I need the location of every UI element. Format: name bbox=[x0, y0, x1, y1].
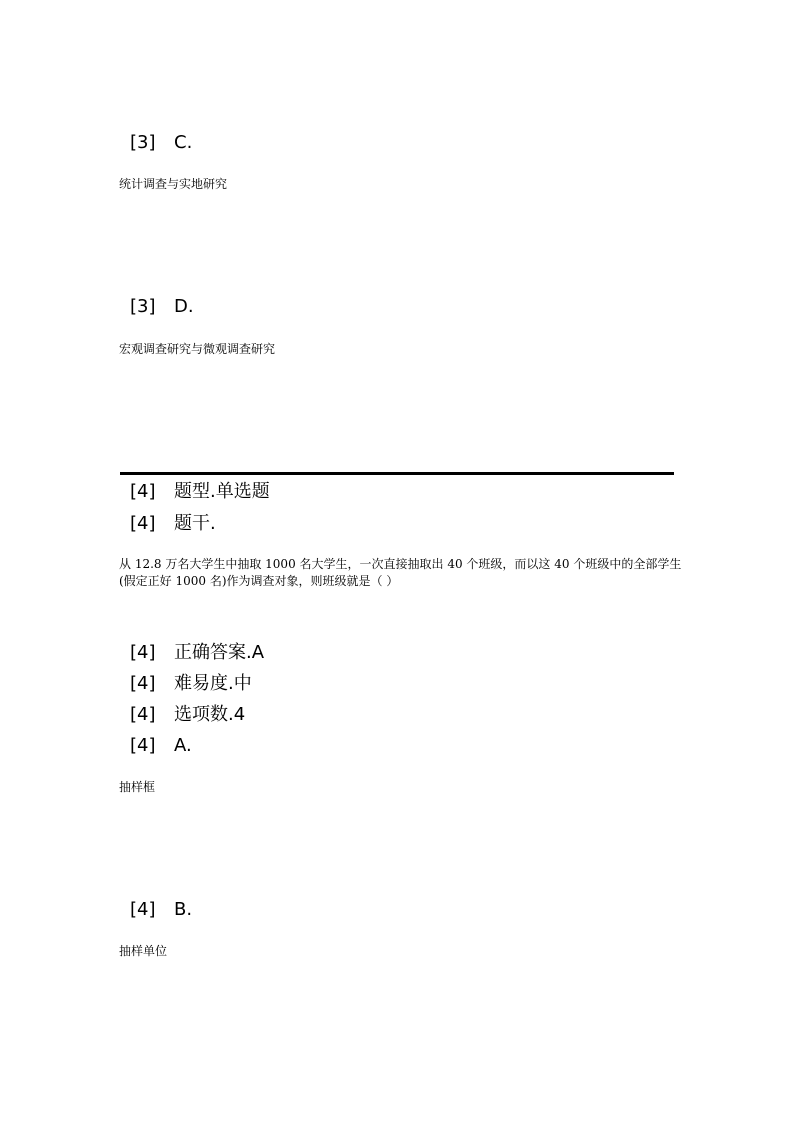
question-number: [4] bbox=[130, 642, 156, 663]
question-number: [4] bbox=[130, 481, 156, 502]
option-count: 选项数.4 bbox=[174, 704, 246, 725]
question-number: [4] bbox=[130, 899, 156, 920]
question-number: [4] bbox=[130, 704, 156, 725]
q4-stem-line-1: 从 12.8 万名大学生中抽取 1000 名大学生，一次直接抽取出 40 个班级，而以这 40 个班级中的全部学生 bbox=[119, 557, 682, 571]
option-label: C. bbox=[174, 132, 193, 153]
q3-option-d-heading bbox=[130, 296, 194, 318]
q4-stem-heading bbox=[130, 513, 216, 535]
q4-difficulty-heading bbox=[130, 673, 252, 695]
stem-label: 题干. bbox=[174, 513, 216, 534]
q3-option-d-text: 宏观调查研究与微观调查研究 bbox=[119, 342, 276, 356]
question-number: [3] bbox=[130, 296, 156, 317]
question-number: [4] bbox=[130, 673, 156, 694]
q4-option-a-heading bbox=[130, 735, 192, 757]
q4-option-count-heading bbox=[130, 704, 245, 726]
question-number: [3] bbox=[130, 132, 156, 153]
q3-option-c-heading bbox=[130, 132, 192, 154]
q4-stem-line-2: (假定正好 1000 名)作为调查对象，则班级就是（ ） bbox=[119, 574, 399, 588]
option-label: A. bbox=[174, 735, 192, 756]
question-number: [4] bbox=[130, 513, 156, 534]
difficulty: 难易度.中 bbox=[174, 673, 252, 694]
question-divider bbox=[120, 472, 674, 475]
q4-option-b-text: 抽样单位 bbox=[119, 944, 168, 958]
q4-answer-heading bbox=[130, 642, 264, 664]
q3-option-c-text: 统计调查与实地研究 bbox=[119, 177, 228, 191]
q4-option-b-heading bbox=[130, 899, 192, 921]
option-label: D. bbox=[174, 296, 194, 317]
option-label: B. bbox=[174, 899, 193, 920]
question-type: 题型.单选题 bbox=[174, 481, 270, 502]
q4-option-a-text: 抽样框 bbox=[119, 780, 156, 794]
question-number: [4] bbox=[130, 735, 156, 756]
correct-answer: 正确答案.A bbox=[174, 642, 265, 663]
q4-type-heading bbox=[130, 481, 270, 503]
